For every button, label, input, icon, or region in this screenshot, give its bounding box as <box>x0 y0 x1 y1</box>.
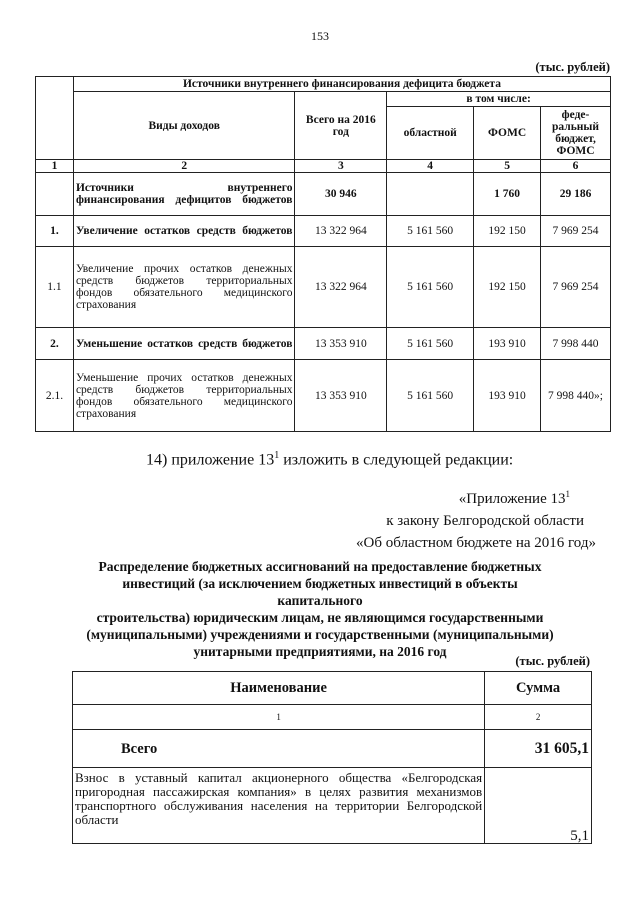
row-total: 13 322 964 <box>295 216 387 247</box>
row-foms: 192 150 <box>474 216 541 247</box>
title-line: Распределение бюджетных ассигнований на предоставление бюджетных <box>98 559 542 574</box>
amendment-item-14 <box>146 450 513 469</box>
investment-allocation-table <box>72 671 592 844</box>
amendment-prefix: 14) приложение 13 <box>146 451 275 469</box>
col-number: 6 <box>541 160 611 173</box>
table-row <box>73 730 592 768</box>
row-name: Уменьшение остатков средств бюджетов <box>73 328 295 360</box>
row-total: 13 353 910 <box>295 328 387 360</box>
amendment-suffix: изложить в следующей редакции: <box>279 451 514 469</box>
col-number: 3 <box>295 160 387 173</box>
appendix-line-2: к закону Белгородской области <box>386 513 584 529</box>
row-regional: 5 161 560 <box>387 328 474 360</box>
row-total: 30 946 <box>295 173 387 216</box>
col-number: 5 <box>474 160 541 173</box>
page-number: 153 <box>311 29 329 43</box>
amendment-superscript: 1 <box>274 450 280 461</box>
title-line: строительства) юридическим лицам, не являющимся государственными <box>96 610 544 625</box>
row-foms: 192 150 <box>474 247 541 328</box>
col-kinds-header: Виды доходов <box>73 92 295 160</box>
col-foms-header: ФОМС <box>474 107 541 160</box>
col-number: 2 <box>73 160 295 173</box>
table1-header-title: Источники внутреннего финансирования дефицита бюджета <box>73 77 610 92</box>
title-line: унитарными предприятиями, на 2016 год <box>193 644 447 659</box>
title-line: (муниципальными) учреждениями и государственными (муниципальными) <box>86 627 554 642</box>
in-that-number-header: в том числе: <box>387 92 611 107</box>
row-foms: 1 760 <box>474 173 541 216</box>
row-federal: 29 186 <box>541 173 611 216</box>
row-number: 2.1. <box>36 360 74 432</box>
row-regional <box>387 173 474 216</box>
table1-unit: (тыс. рублей) <box>535 60 610 74</box>
table-row <box>36 216 611 247</box>
row-regional: 5 161 560 <box>387 360 474 432</box>
table-row <box>36 360 611 432</box>
col-number: 4 <box>387 160 474 173</box>
row-number: 1. <box>36 216 74 247</box>
row-name: Уменьшение прочих остатков денежных средств бюджетов территориальных фондов обязательного медицинского страхования <box>73 360 295 432</box>
table-row <box>36 173 611 216</box>
appendix-line-1-text: «Приложение 13 <box>458 491 566 507</box>
appendix-line-3: «Об областном бюджете на 2016 год» <box>356 535 596 551</box>
item-name: Взнос в уставный капитал акционерного общества «Белгородская пригородная пассажирская компания» в целях развития механизмов транспортного обслуживания населения на территории Белгородской области <box>73 768 485 844</box>
row-regional: 5 161 560 <box>387 247 474 328</box>
item-value: 5,1 <box>485 768 592 844</box>
appendix-header <box>296 483 596 554</box>
col-sum-header: Сумма <box>485 672 592 705</box>
table-row <box>36 328 611 360</box>
row-name: Источники внутреннего финансирования дефицитов бюджетов <box>73 173 295 216</box>
col-number: 1 <box>73 705 485 730</box>
table2-unit: (тыс. рублей) <box>515 654 590 668</box>
row-name: Увеличение остатков средств бюджетов <box>73 216 295 247</box>
row-name: Увеличение прочих остатков денежных средств бюджетов территориальных фондов обязательного медицинского страхования <box>73 247 295 328</box>
col-regional-header: областной <box>387 107 474 160</box>
col-number: 2 <box>485 705 592 730</box>
row-federal: 7 969 254 <box>541 216 611 247</box>
col-federal-header: феде-ральный бюджет, ФОМС <box>541 107 611 160</box>
col-total-header: Всего на 2016 год <box>295 92 387 160</box>
row-foms: 193 910 <box>474 360 541 432</box>
row-foms: 193 910 <box>474 328 541 360</box>
title-line: инвестиций (за исключением бюджетных инвестиций в объекты капитального <box>122 576 518 608</box>
col-name-header: Наименование <box>73 672 485 705</box>
document-title <box>80 558 560 660</box>
row-federal: 7 969 254 <box>541 247 611 328</box>
row-federal: 7 998 440 <box>541 328 611 360</box>
total-value: 31 605,1 <box>485 730 592 768</box>
total-label: Всего <box>73 730 485 768</box>
row-number: 2. <box>36 328 74 360</box>
appendix-superscript: 1 <box>565 489 570 499</box>
col-number: 1 <box>36 160 74 173</box>
row-total: 13 322 964 <box>295 247 387 328</box>
table-row <box>36 247 611 328</box>
table-row <box>73 768 592 844</box>
row-total: 13 353 910 <box>295 360 387 432</box>
row-number <box>36 173 74 216</box>
row-federal: 7 998 440»; <box>541 360 611 432</box>
appendix-line-1 <box>296 483 570 510</box>
financing-sources-table <box>35 76 611 432</box>
row-regional: 5 161 560 <box>387 216 474 247</box>
row-number: 1.1 <box>36 247 74 328</box>
